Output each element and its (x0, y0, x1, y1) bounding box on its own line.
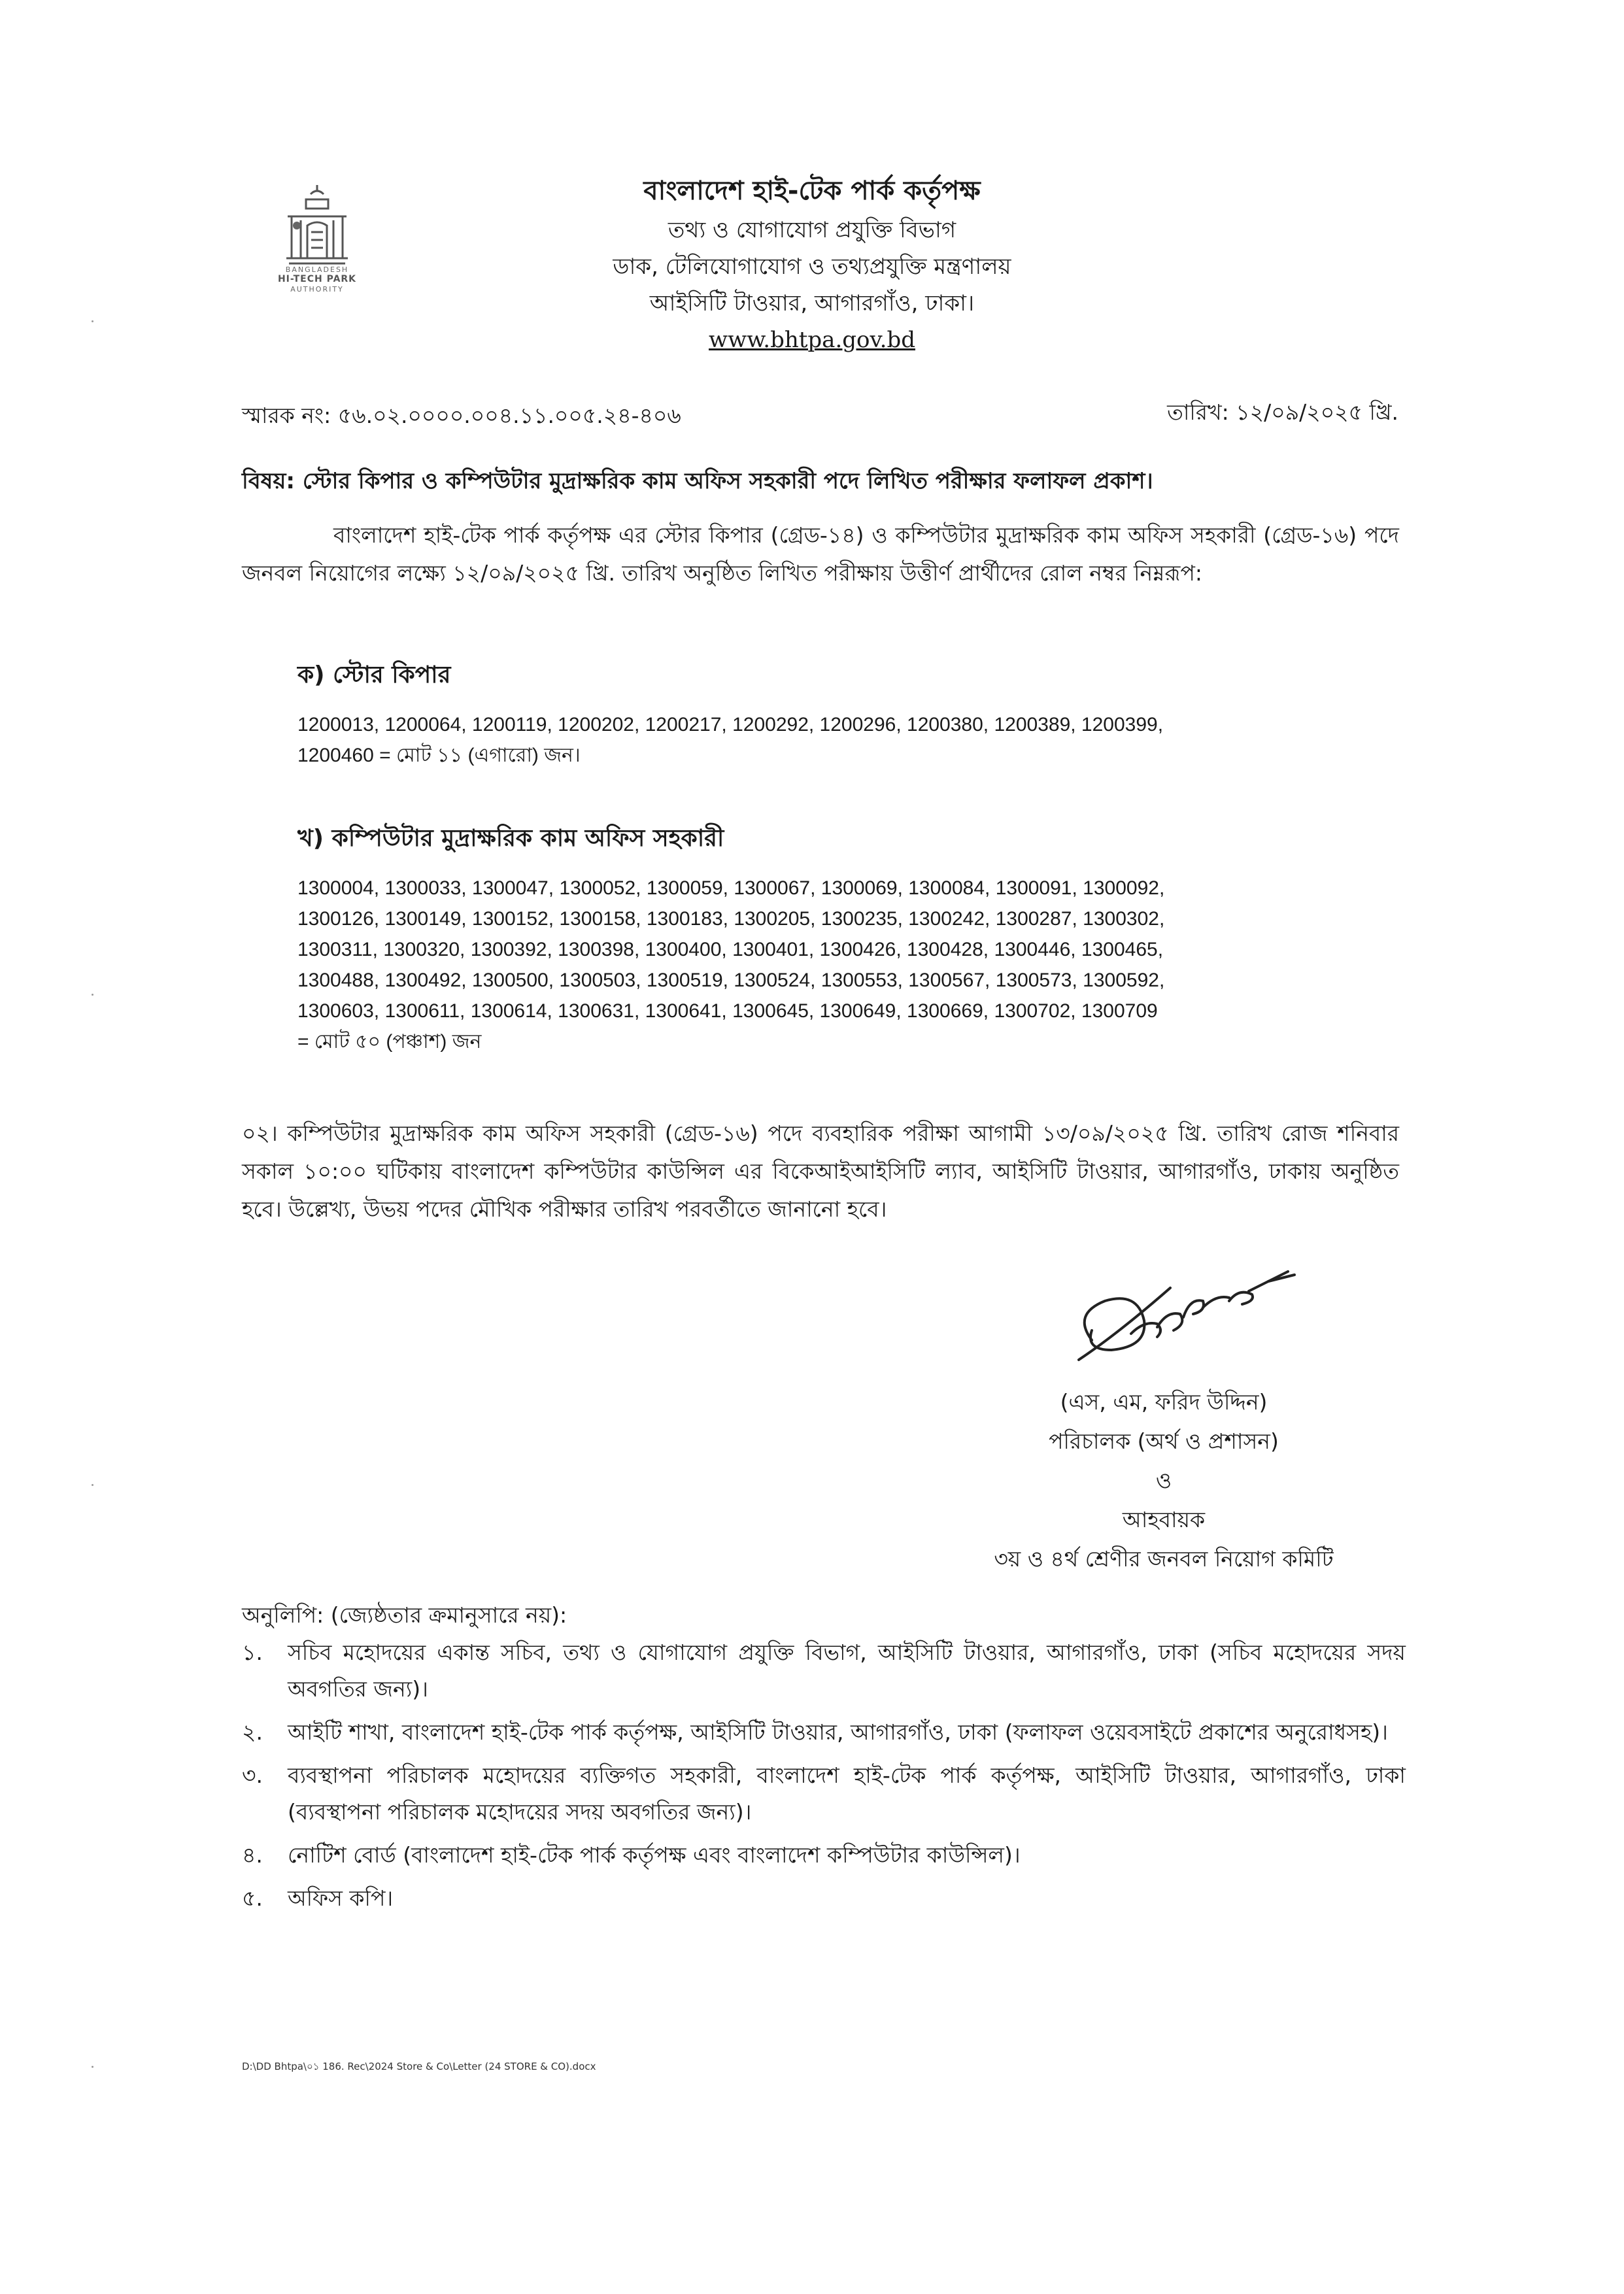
org-address: আইসিটি টাওয়ার, আগারগাঁও, ঢাকা। (649, 290, 975, 316)
cc-number: ১. (242, 1640, 263, 1665)
logo-text-line3: AUTHORITY (290, 285, 344, 294)
scan-speck (92, 994, 93, 996)
practical-exam-paragraph: ০২। কম্পিউটার মুদ্রাক্ষরিক কাম অফিস সহকারী (গ্রেড-১৬) পদে ব্যবহারিক পরীক্ষা আগামী ১৩/০৯/২০২৫ খ্রি. তারিখ রোজ শনিবার সকাল ১০:০০ ঘটিকায় বাংলাদেশ কম্পিউটার কাউন্সিল এর বিকেআইআইসিটি ল্যাব, আইসিটি টাওয়ার, আগারগাঁও, ঢাকায় অনুষ্ঠিত হবে। উল্লেখ্য, উভয় পদের মৌখিক পরীক্ষার তারিখ পরবর্তীতে জানানো হবে। (242, 1121, 1399, 1222)
cc-text: নোটিশ বোর্ড (বাংলাদেশ হাই-টেক পার্ক কর্তৃপক্ষ এবং বাংলাদেশ কম্পিউটার কাউন্সিল)। (288, 1842, 1021, 1868)
roll-line: 1300603, 1300611, 1300614, 1300631, 1300641, 1300645, 1300649, 1300669, 1300702, 1300709 (297, 1000, 1158, 1022)
signatory-block (915, 1383, 1412, 1579)
scan-speck (92, 320, 93, 322)
roll-line: 1200460 = মোট ১১ (এগারো) জন। (297, 745, 581, 766)
roll-line: 1300311, 1300320, 1300392, 1300398, 1300400, 1300401, 1300426, 1300428, 1300446, 1300465, (297, 939, 1164, 960)
website-link[interactable]: www.bhtpa.gov.bd (709, 327, 915, 353)
file-path-footer: D:\DD Bhtpa\০১ 186. Rec\2024 Store & Co\Letter (24 STORE & CO).docx (242, 2061, 596, 2072)
section-b-heading: খ) কম্পিউটার মুদ্রাক্ষরিক কাম অফিস সহকারী (297, 825, 724, 852)
cc-item (242, 1634, 1406, 1708)
cc-item (242, 1880, 1406, 1917)
cc-title: অনুলিপি: (জ্যেষ্ঠতার ক্রমানুসারে নয়): (242, 1602, 567, 1628)
cc-number: ২. (242, 1719, 263, 1745)
roll-line: 1300488, 1300492, 1300500, 1300503, 1300519, 1300524, 1300553, 1300567, 1300573, 1300592, (297, 970, 1165, 991)
roll-line: 1300004, 1300033, 1300047, 1300052, 1300059, 1300067, 1300069, 1300084, 1300091, 1300092, (297, 877, 1165, 899)
cc-number: ৩. (242, 1763, 263, 1788)
letterhead (196, 170, 1428, 358)
org-title: বাংলাদেশ হাই-টেক পার্ক কর্তৃপক্ষ (643, 176, 981, 206)
section-a-rolls (297, 709, 1409, 771)
logo-text-line2: HI-TECH PARK (277, 274, 357, 284)
cc-number: ৫. (242, 1885, 263, 1911)
logo-text-line1: BANGLADESH (285, 265, 349, 274)
section-b-rolls (297, 873, 1409, 1057)
memo-number: স্মারক নং: ৫৬.০২.০০০০.০০৪.১১.০০৫.২৪-৪০৬ (242, 403, 681, 428)
scan-speck (92, 1484, 93, 1486)
scan-speck (92, 2066, 93, 2068)
cc-text: অফিস কপি। (288, 1885, 394, 1911)
cc-item (242, 1837, 1406, 1874)
signatory-role: আহবায়ক (1122, 1507, 1206, 1532)
signatory-designation: পরিচালক (অর্থ ও প্রশাসন) (1049, 1428, 1279, 1454)
cc-text: সচিব মহোদয়ের একান্ত সচিব, তথ্য ও যোগাযোগ প্রযুক্তি বিভাগ, আইসিটি টাওয়ার, আগারগাঁও, ঢাকা (সচিব মহোদয়ের সদয় অবগতির জন্য)। (288, 1640, 1406, 1702)
cc-item (242, 1714, 1406, 1751)
signatory-committee: ৩য় ও ৪র্থ শ্রেণীর জনবল নিয়োগ কমিটি (994, 1546, 1334, 1572)
roll-line: 1200013, 1200064, 1200119, 1200202, 1200217, 1200292, 1200296, 1200380, 1200389, 1200399, (297, 714, 1164, 735)
roll-line: = মোট ৫০ (পঞ্চাশ) জন (297, 1031, 482, 1053)
org-division: তথ্য ও যোগাযোগ প্রযুক্তি বিভাগ (668, 217, 956, 243)
cc-text: আইটি শাখা, বাংলাদেশ হাই-টেক পার্ক কর্তৃপক্ষ, আইসিটি টাওয়ার, আগারগাঁও, ঢাকা (ফলাফল ওয়েবসাইটে প্রকাশের অনুরোধসহ)। (288, 1719, 1388, 1745)
section-a-heading: ক) স্টোর কিপার (297, 662, 451, 688)
intro-paragraph: বাংলাদেশ হাই-টেক পার্ক কর্তৃপক্ষ এর স্টোর কিপার (গ্রেড-১৪) ও কম্পিউটার মুদ্রাক্ষরিক কাম অফিস সহকারী (গ্রেড-১৬) পদে জনবল নিয়োগের লক্ষ্যে ১২/০৯/২০২৫ খ্রি. তারিখ অনুষ্ঠিত লিখিত পরীক্ষায় উত্তীর্ণ প্রার্থীদের রোল নম্বর নিম্নরূপ: (242, 522, 1399, 586)
roll-line: 1300126, 1300149, 1300152, 1300158, 1300183, 1300205, 1300235, 1300242, 1300287, 1300302, (297, 908, 1165, 930)
letter-date: তারিখ: ১২/০৯/২০২৫ খ্রি. (1167, 399, 1398, 425)
cc-list (242, 1634, 1406, 1923)
handwritten-signature (1053, 1255, 1340, 1386)
cc-text: ব্যবস্থাপনা পরিচালক মহোদয়ের ব্যক্তিগত সহকারী, বাংলাদেশ হাই-টেক পার্ক কর্তৃপক্ষ, আইসিটি টাওয়ার, আগারগাঁও, ঢাকা (ব্যবস্থাপনা পরিচালক মহোদয়ের সদয় অবগতির জন্য)। (288, 1763, 1406, 1825)
org-ministry: ডাক, টেলিযোগাযোগ ও তথ্যপ্রযুক্তি মন্ত্রণালয় (613, 254, 1011, 280)
subject-line: বিষয়: স্টোর কিপার ও কম্পিউটার মুদ্রাক্ষরিক কাম অফিস সহকারী পদে লিখিত পরীক্ষার ফলাফল প্রকাশ। (242, 468, 1153, 494)
signatory-name: (এস, এম, ফরিদ উদ্দিন) (1060, 1389, 1268, 1415)
cc-item (242, 1757, 1406, 1830)
signatory-conjunction: ও (1155, 1468, 1172, 1493)
cc-number: ৪. (242, 1842, 263, 1868)
